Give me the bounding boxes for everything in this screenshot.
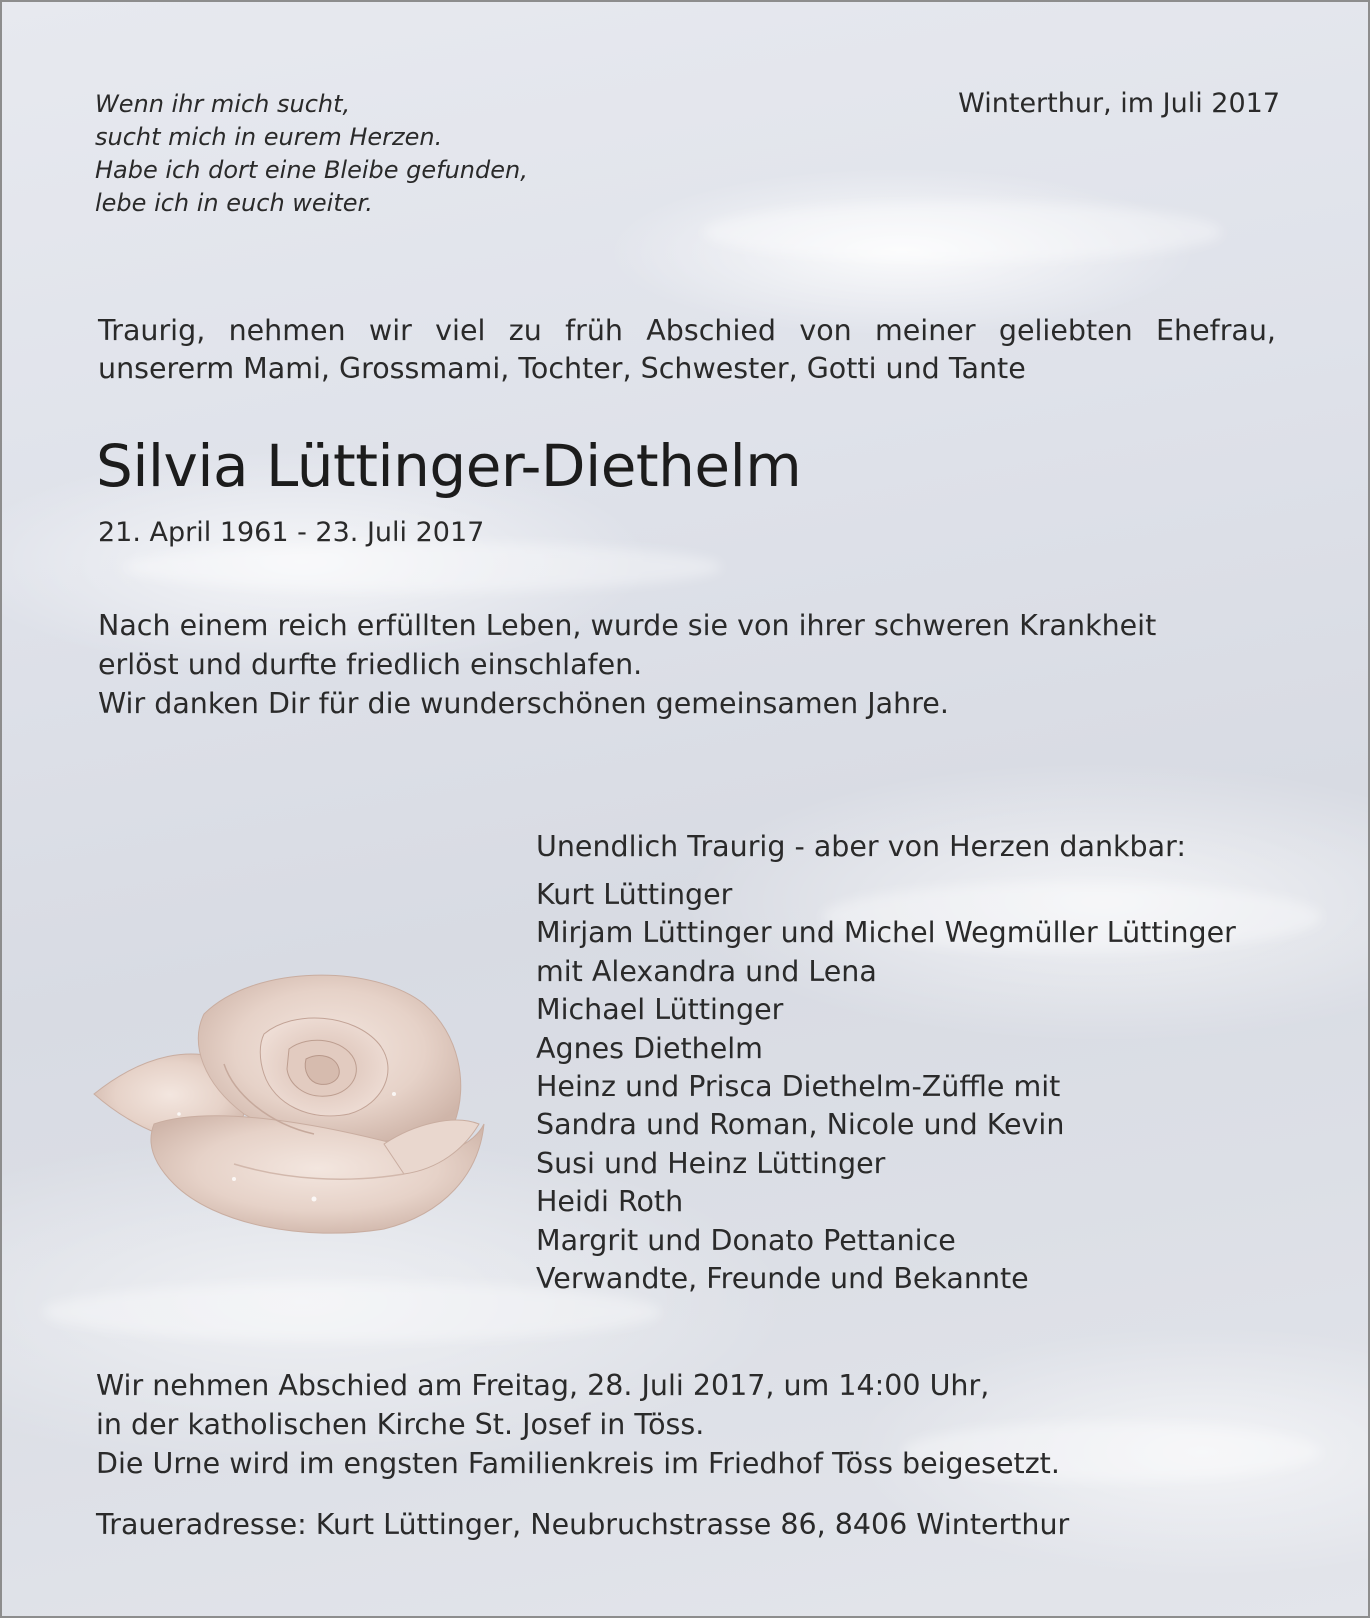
- message: [98, 606, 1156, 723]
- mourners-list: [536, 876, 1236, 1298]
- intro-text: Traurig, nehmen wir viel zu früh Abschied von meiner geliebten Ehefrau, unsererm Mami, Grossmami, Tochter, Schwester, Gotti und Tante: [98, 314, 1276, 385]
- deceased-name: Silvia Lüttinger-Diethelm: [96, 432, 802, 500]
- poem-line: sucht mich in eurem Herzen.: [95, 123, 443, 151]
- background-highlight: [122, 542, 722, 592]
- mourner-entry: Kurt Lüttinger: [536, 878, 733, 911]
- place-date: Winterthur, im Juli 2017: [958, 88, 1280, 119]
- message-line: Wir danken Dir für die wunderschönen gemeinsamen Jahre.: [98, 687, 949, 720]
- message-line: Nach einem reich erfüllten Leben, wurde sie von ihrer schweren Krankheit: [98, 609, 1157, 642]
- mourner-entry: Michael Lüttinger: [536, 993, 784, 1027]
- mourner-entry: mit Alexandra und Lena: [536, 954, 877, 988]
- service-line: Wir nehmen Abschied am Freitag, 28. Juli 2017, um 14:00 Uhr,: [96, 1369, 990, 1402]
- mourner-entry: Verwandte, Freunde und Bekannte: [536, 1262, 1029, 1296]
- poem-line: Wenn ihr mich sucht,: [95, 90, 351, 118]
- background-highlight: [702, 202, 1222, 262]
- mourner-entry: Heinz und Prisca Diethelm-Züffle mit: [536, 1070, 1061, 1104]
- mourner-entry: Mirjam Lüttinger und Michel Wegmüller Lüttinger: [536, 916, 1236, 950]
- poem-line: Habe ich dort eine Bleibe gefunden,: [95, 156, 528, 184]
- rose-image: [84, 974, 504, 1242]
- mourner-entry: Susi und Heinz Lüttinger: [536, 1146, 886, 1180]
- mourner-entry: Margrit und Donato Pettanice: [536, 1223, 956, 1257]
- service-info: [96, 1366, 1060, 1483]
- service-line: Die Urne wird im engsten Familienkreis im Friedhof Töss beigesetzt.: [96, 1447, 1060, 1480]
- poem: [95, 88, 528, 220]
- poem-line: lebe ich in euch weiter.: [95, 189, 373, 217]
- message-line: erlöst und durfte friedlich einschlafen.: [98, 648, 643, 681]
- lifespan: 21. April 1961 - 23. Juli 2017: [98, 517, 485, 548]
- mourner-entry: Heidi Roth: [536, 1185, 684, 1219]
- mourner-entry: Agnes Diethelm: [536, 1031, 763, 1065]
- mourning-address: Traueradresse: Kurt Lüttinger, Neubruchstrasse 86, 8406 Winterthur: [96, 1508, 1070, 1541]
- mourners-heading: Unendlich Traurig - aber von Herzen dankbar:: [536, 830, 1186, 863]
- mourner-entry: Sandra und Roman, Nicole und Kevin: [536, 1108, 1065, 1142]
- mourners-block: [536, 828, 1236, 1298]
- service-line: in der katholischen Kirche St. Josef in Töss.: [96, 1408, 705, 1441]
